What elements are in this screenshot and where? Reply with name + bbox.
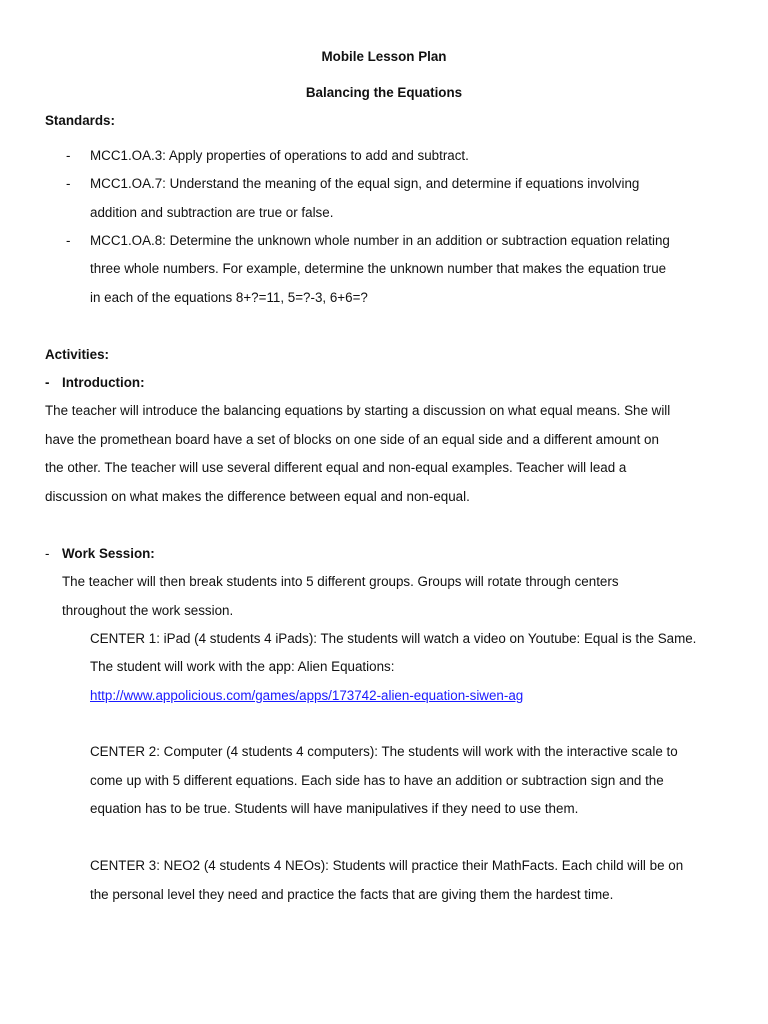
center-line: come up with 5 different equations. Each side has to have an addition or subtraction sign and the <box>90 773 664 788</box>
center-line: the personal level they need and practice the facts that are giving them the hardest time. <box>90 887 614 902</box>
introduction-heading: Introduction: <box>62 375 145 390</box>
bullet-dash: - <box>45 546 50 561</box>
paragraph-line: discussion on what makes the difference between equal and non-equal. <box>45 489 470 504</box>
paragraph-line: The teacher will introduce the balancing equations by starting a discussion on what equal means. She will <box>45 403 671 418</box>
standard-line: MCC1.OA.3: Apply properties of operations to add and subtract. <box>90 148 469 163</box>
document-subtitle: Balancing the Equations <box>305 85 463 100</box>
center-line: The student will work with the app: Alien Equations: <box>90 659 395 674</box>
bullet-dash: - <box>66 148 71 163</box>
center-line: CENTER 3: NEO2 (4 students 4 NEOs): Students will practice their MathFacts. Each child will be on <box>90 858 684 873</box>
standard-line: in each of the equations 8+?=11, 5=?-3, 6+6=? <box>90 290 368 305</box>
bullet-dash: - <box>66 233 71 248</box>
bullet-dash: - <box>45 375 50 390</box>
paragraph-line: throughout the work session. <box>62 603 234 618</box>
work-session-heading: Work Session: <box>62 546 155 561</box>
paragraph-line: have the promethean board have a set of blocks on one side of an equal side and a different amount on <box>45 432 659 447</box>
document-title: Mobile Lesson Plan <box>321 49 447 64</box>
standard-line: addition and subtraction are true or false. <box>90 205 334 220</box>
standard-line: three whole numbers. For example, determine the unknown number that makes the equation true <box>90 261 667 276</box>
center-line: equation has to be true. Students will have manipulatives if they need to use them. <box>90 801 579 816</box>
center-line: CENTER 2: Computer (4 students 4 computers): The students will work with the interactive scale to <box>90 744 678 759</box>
standards-heading: Standards: <box>45 113 115 128</box>
bullet-dash: - <box>66 176 71 191</box>
paragraph-line: The teacher will then break students into 5 different groups. Groups will rotate through centers <box>62 574 619 589</box>
activities-heading: Activities: <box>45 347 109 362</box>
center-line: CENTER 1: iPad (4 students 4 iPads): The students will watch a video on Youtube: Equal is the Same. <box>90 631 697 646</box>
paragraph-line: the other. The teacher will use several different equal and non-equal examples. Teacher will lead a <box>45 460 627 475</box>
standard-line: MCC1.OA.7: Understand the meaning of the equal sign, and determine if equations involving <box>90 176 640 191</box>
standard-line: MCC1.OA.8: Determine the unknown whole number in an addition or subtraction equation relating <box>90 233 670 248</box>
app-link[interactable]: http://www.appolicious.com/games/apps/173742-alien-equation-siwen-ag <box>90 688 524 703</box>
